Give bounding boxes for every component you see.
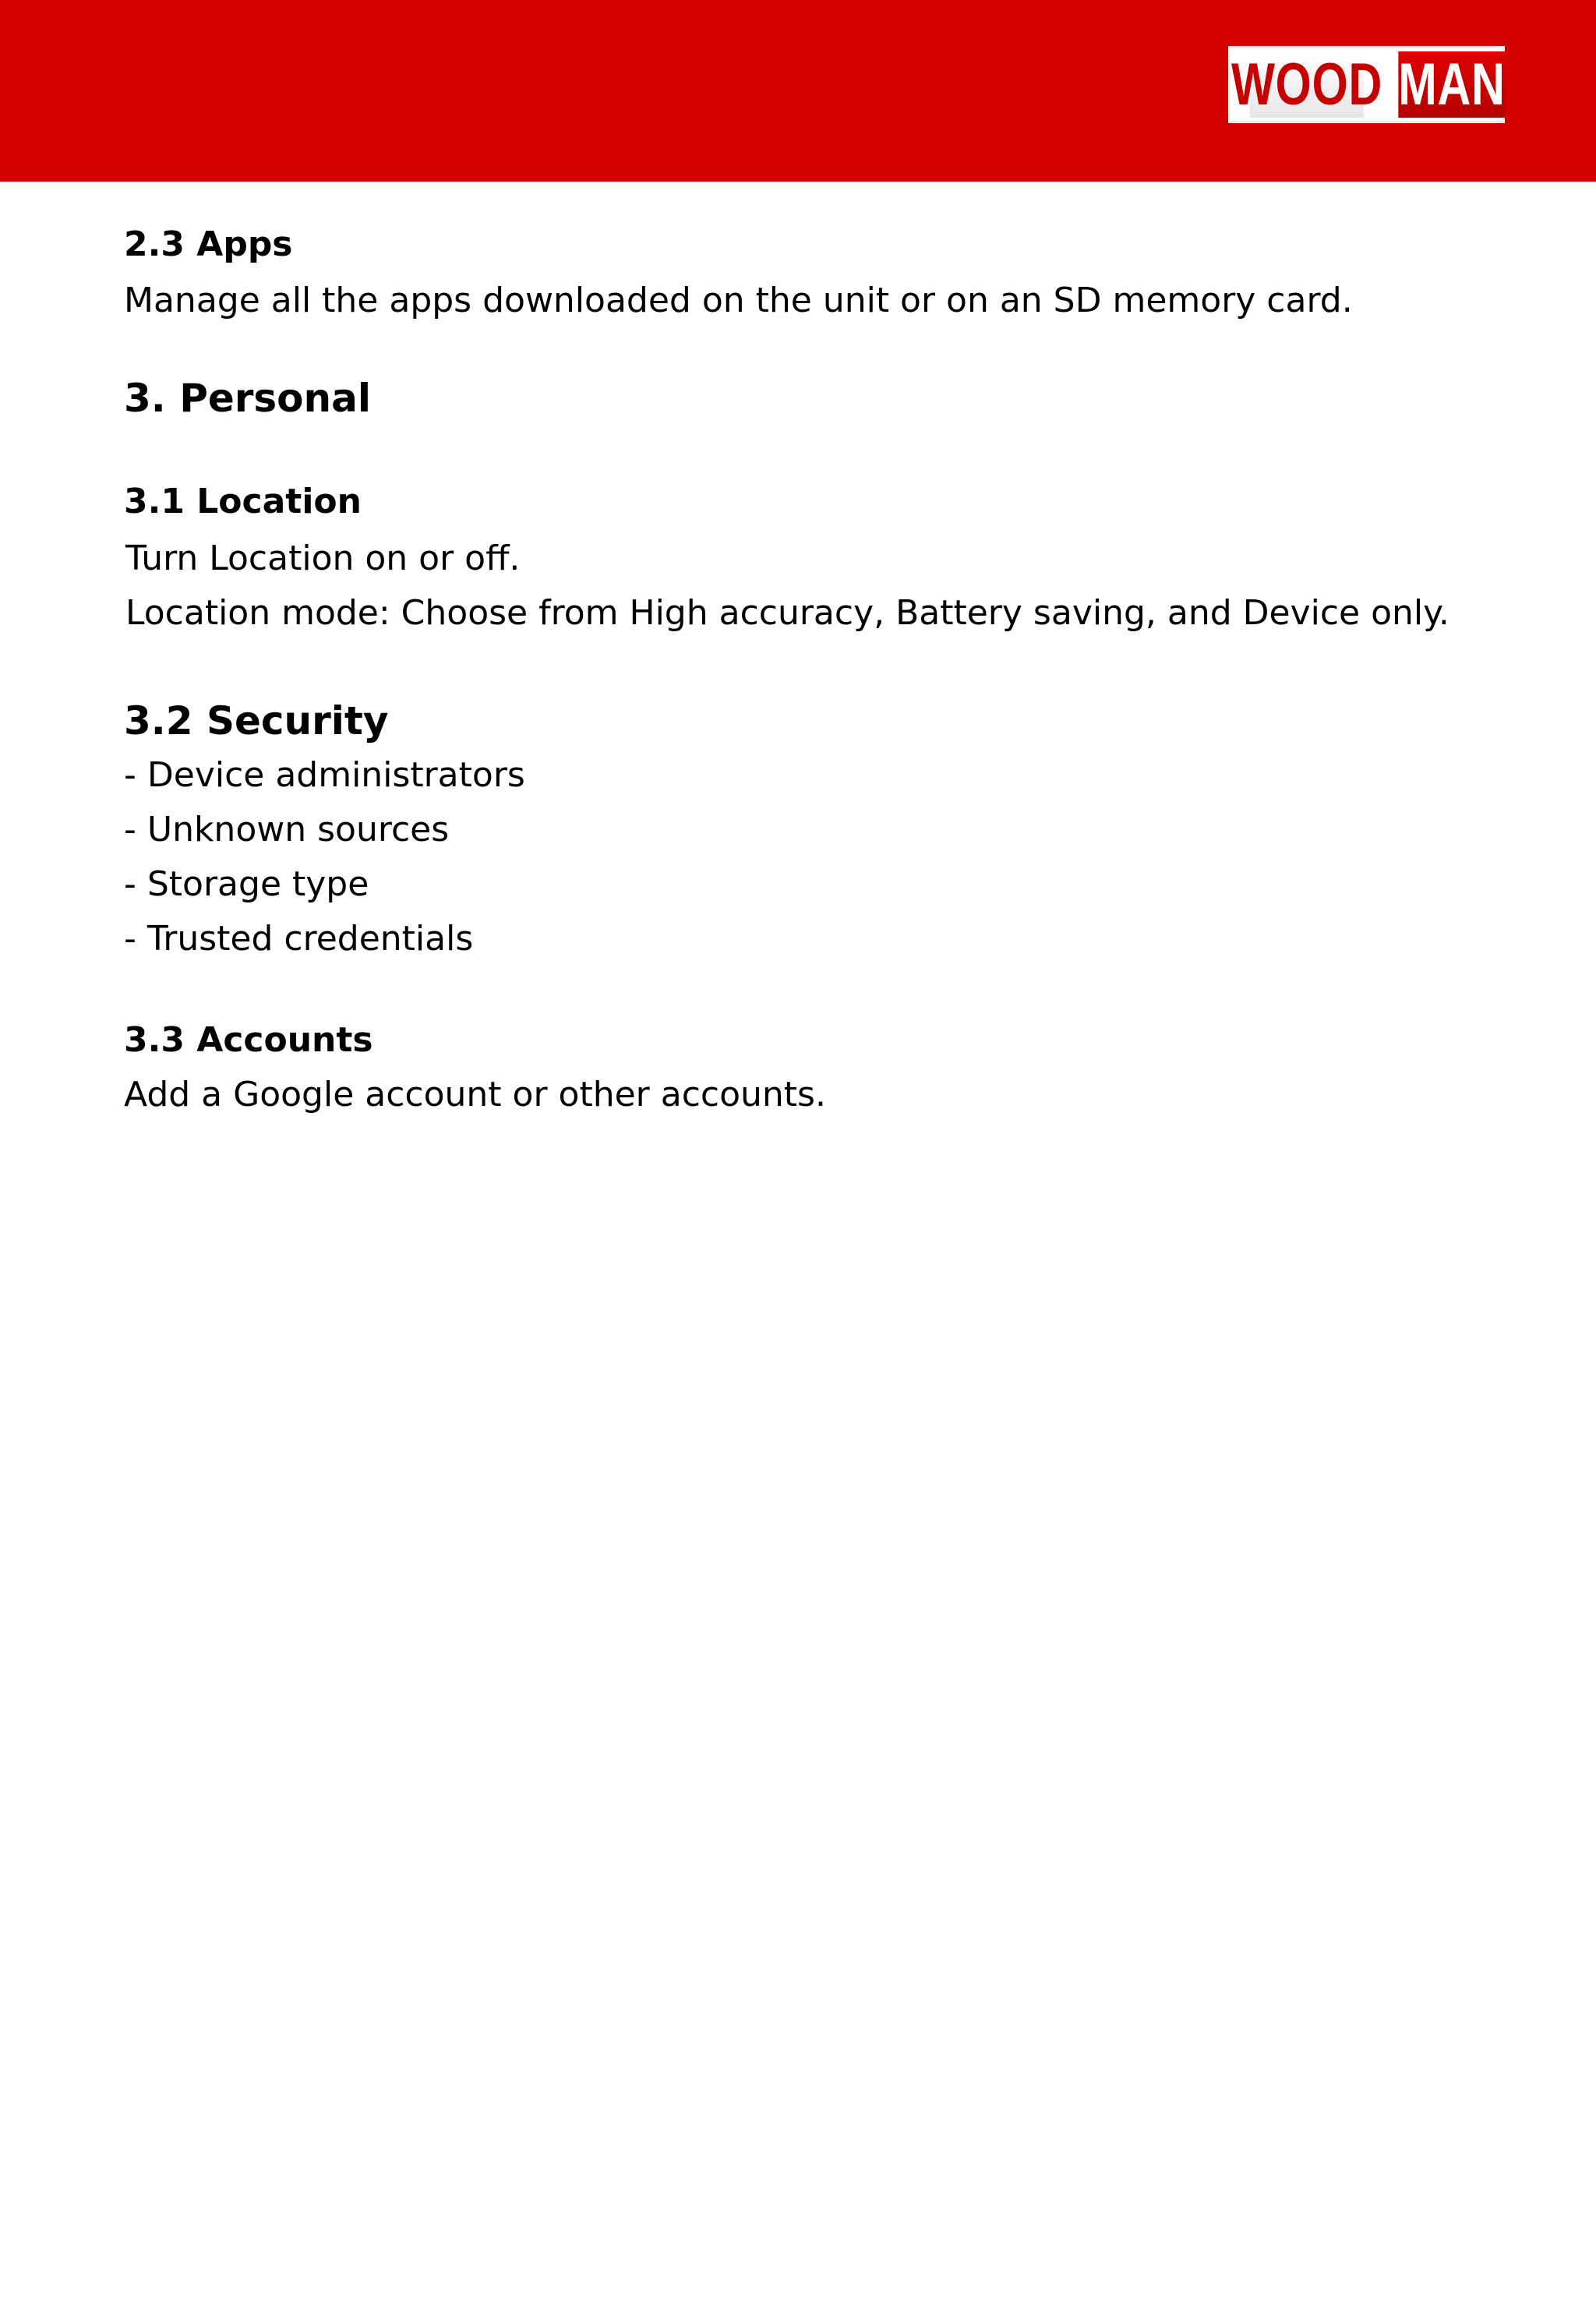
security-list-item: - Trusted credentials (124, 919, 474, 959)
security-list-item: - Unknown sources (124, 810, 450, 849)
logo-man-text: MAN (1398, 51, 1506, 118)
security-list-item: - Storage type (124, 864, 369, 904)
section-heading-apps: 2.3 Apps (124, 224, 293, 264)
section-body-accounts: Add a Google account or other accounts. (124, 1075, 826, 1114)
section-heading-accounts: 3.3 Accounts (124, 1020, 373, 1060)
header-band (0, 0, 1596, 182)
location-line: Turn Location on or off. (125, 539, 521, 578)
section-heading-location: 3.1 Location (124, 482, 362, 521)
logo-wood-text: WOOD (1231, 51, 1383, 118)
woodman-logo (1228, 46, 1505, 123)
security-list-item: - Device administrators (124, 755, 525, 795)
section-heading-security: 3.2 Security (124, 698, 389, 744)
section-body-apps: Manage all the apps downloaded on the unit or on an SD memory card. (124, 281, 1353, 320)
section-heading-personal: 3. Personal (124, 376, 371, 421)
location-line: Location mode: Choose from High accuracy, Battery saving, and Device only. (125, 593, 1449, 633)
